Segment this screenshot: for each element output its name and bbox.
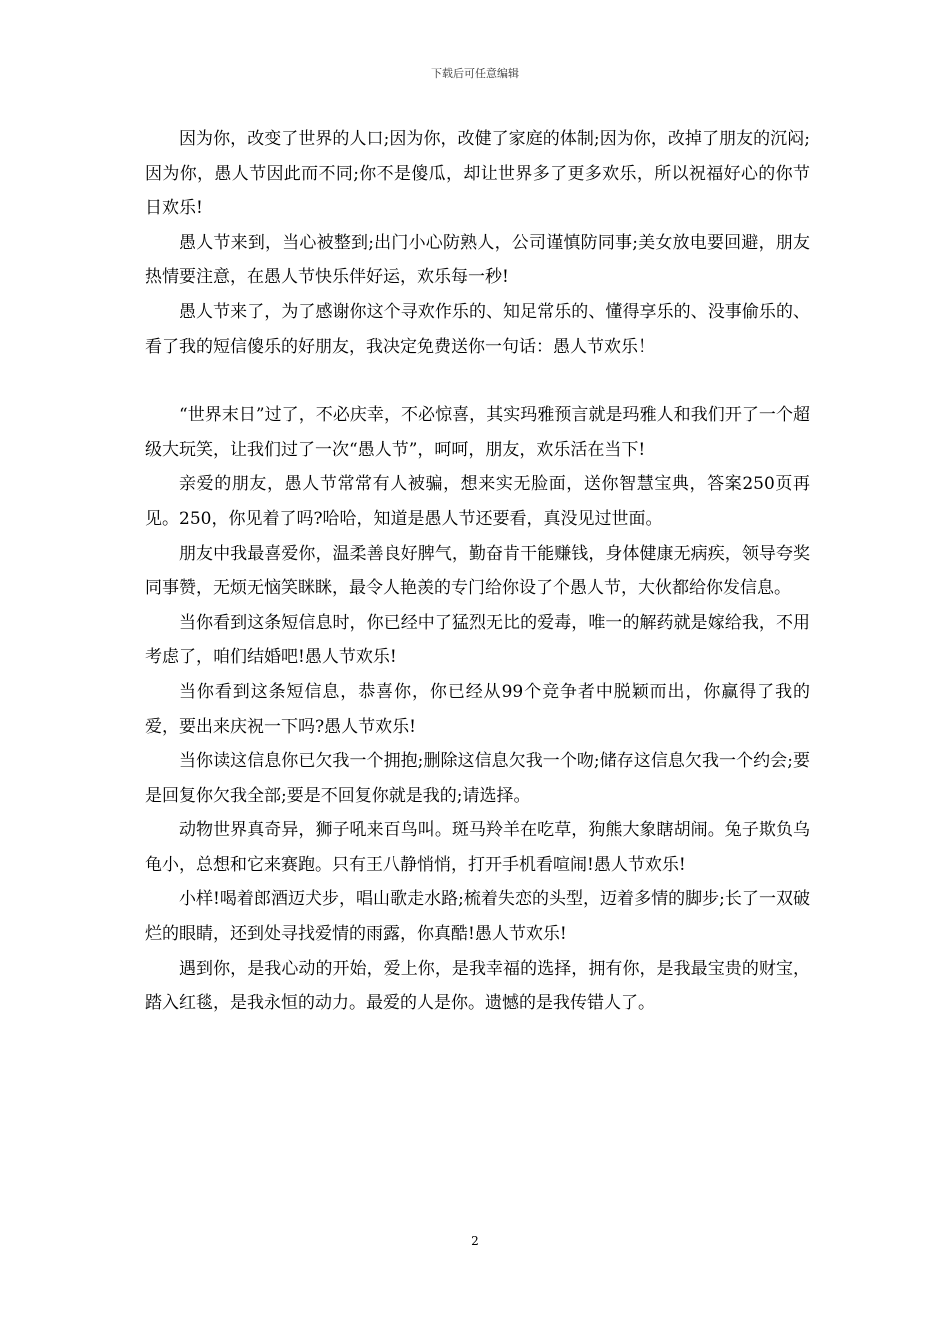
page-header: 下载后可任意编辑	[431, 67, 519, 80]
paragraph: 当你看到这条短信息，恭喜你，你已经从99个竞争者中脱颖而出，你赢得了我的爱，要出来庆祝一下吗?愚人节欢乐!	[145, 681, 810, 737]
paragraph: “世界末日”过了，不必庆幸，不必惊喜，其实玛雅预言就是玛雅人和我们开了一个超级大玩笑，让我们过了一次“愚人节”，呵呵，朋友，欢乐活在当下!	[145, 405, 810, 460]
paragraph: 亲爱的朋友，愚人节常常有人被骗，想来实无脸面，送你智慧宝典，答案250页再见。250，你见着了吗?哈哈，知道是愚人节还要看，真没见过世面。	[145, 474, 810, 529]
page-number: 2	[471, 1234, 479, 1248]
paragraph: 小样!喝着郎酒迈犬步，唱山歌走水路;梳着失恋的头型，迈着多情的脚步;长了一双破烂的眼睛，还到处寻找爱情的雨露，你真酷!愚人节欢乐!	[145, 889, 810, 945]
paragraph: 动物世界真奇异，狮子吼来百鸟叫。斑马羚羊在吃草，狗熊大象瞎胡闹。兔子欺负乌龟小，总想和它来赛跑。只有王八静悄悄，打开手机看喧闹!愚人节欢乐!	[145, 820, 810, 875]
paragraph: 愚人节来到，当心被整到;出门小心防熟人，公司谨慎防同事;美女放电要回避，朋友热情要注意，在愚人节快乐伴好运，欢乐每一秒!	[145, 232, 810, 288]
paragraph: 遇到你，是我心动的开始，爱上你，是我幸福的选择，拥有你，是我最宝贵的财宝，踏入红毯，是我永恒的动力。最爱的人是你。遗憾的是我传错人了。	[145, 958, 810, 1014]
paragraph: 愚人节来了，为了感谢你这个寻欢作乐的、知足常乐的、懂得享乐的、没事偷乐的、看了我的短信傻乐的好朋友，我决定免费送你一句话：愚人节欢乐！	[145, 301, 810, 357]
paragraph: 因为你，改变了世界的人口;因为你，改健了家庭的体制;因为你，改掉了朋友的沉闷;因为你，愚人节因此而不同;你不是傻瓜，却让世界多了更多欢乐，所以祝福好心的你节日欢乐!	[145, 129, 810, 219]
paragraph: 朋友中我最喜爱你，温柔善良好脾气，勤奋肯干能赚钱，身体健康无病疾，领导夸奖同事赞，无烦无恼笑眯眯，最令人艳羡的专门给你设了个愚人节，大伙都给你发信息。	[145, 543, 810, 599]
paragraph: 当你读这信息你已欠我一个拥抱;删除这信息欠我一个吻;储存这信息欠我一个约会;要是回复你欠我全部;要是不回复你就是我的;请选择。	[145, 751, 810, 806]
paragraph: 当你看到这条短信息时，你已经中了猛烈无比的爱毒，唯一的解药就是嫁给我，不用考虑了，咱们结婚吧!愚人节欢乐!	[145, 612, 810, 668]
document-body	[145, 122, 810, 1021]
